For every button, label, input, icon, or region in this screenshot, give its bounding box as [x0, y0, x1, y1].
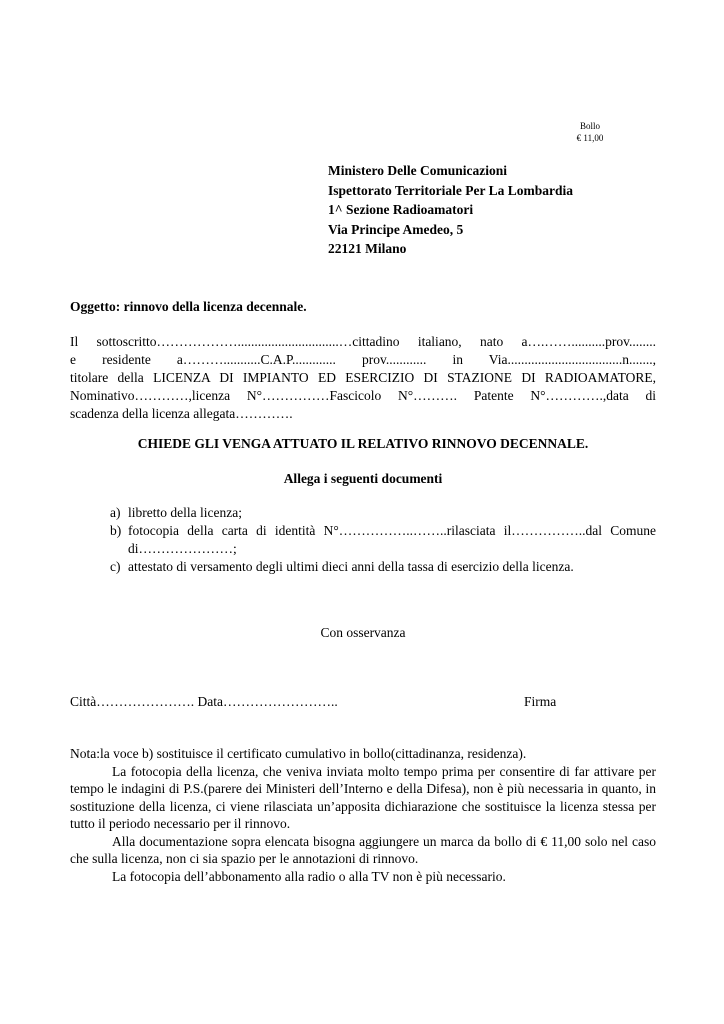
- signature-label: Firma: [524, 694, 557, 709]
- recipient-line-4: Via Principe Amedeo, 5: [328, 221, 464, 237]
- declaration-line-5: scadenza della licenza allegata………….: [70, 406, 293, 421]
- attachments-list: [110, 504, 656, 576]
- declaration-line-4: Nominativo…………,licenza N°……………Fascicolo N°………. Patente N°………….,data di: [70, 388, 656, 403]
- note-section: [70, 745, 656, 885]
- recipient-line-3: 1^ Sezione Radioamatori: [328, 202, 474, 217]
- request-heading: CHIEDE GLI VENGA ATTUATO IL RELATIVO RINNOVO DECENNALE.: [137, 436, 589, 451]
- stamp-box: [560, 120, 620, 144]
- list-item-text: [128, 522, 656, 558]
- recipient-address: [328, 161, 573, 259]
- declaration-line-1: Il sottoscritto………………..............................…cittadino italiano, nato a….……..........prov........: [70, 334, 656, 349]
- list-item: [110, 522, 656, 558]
- note-paragraph-1: Nota:la voce b) sostituisce il certificato cumulativo in bollo(cittadinanza, residenza).: [70, 746, 527, 761]
- list-item-text: libretto della licenza;: [128, 505, 242, 520]
- list-marker: b): [110, 523, 122, 538]
- note-paragraph-3: Alla documentazione sopra elencata bisogna aggiungere un marca da bollo di € 11,00 solo nel caso che sulla licenza, non ci sia spazio per le annotazioni di rinnovo.: [70, 833, 656, 866]
- recipient-line-1: Ministero Delle Comunicazioni: [328, 163, 507, 178]
- list-marker: c): [110, 559, 121, 574]
- closing-salutation: Con osservanza: [320, 625, 406, 640]
- list-item-text: attestato di versamento degli ultimi dieci anni della tassa di esercizio della licenza.: [128, 559, 574, 574]
- subject-line: Oggetto: rinnovo della licenza decennale.: [70, 299, 307, 314]
- note-paragraph-2: La fotocopia della licenza, che veniva inviata molto tempo prima per consentire di far attivare per tempo le indagini di P.S.(parere dei Ministeri dell’Interno e della Difesa), non è più necessaria in quanto, in sostituzione della licenza, ci viene rilasciata un’apposita dichiarazione che sostituisce la licenza stessa per tutto il periodo necessario per il rinnovo.: [70, 763, 656, 831]
- list-item-text-line-1: fotocopia della carta di identità N°……………..……..rilasciata il……………..dal Comune: [128, 523, 656, 538]
- recipient-line-5: 22121 Milano: [328, 241, 407, 256]
- applicant-declaration: [70, 333, 656, 423]
- list-item-text-line-2: di…………………;: [128, 541, 237, 556]
- list-marker: a): [110, 505, 121, 520]
- declaration-line-3: titolare della LICENZA DI IMPIANTO ED ESERCIZIO DI STAZIONE DI RADIOAMATORE,: [70, 370, 656, 385]
- recipient-line-2: Ispettorato Territoriale Per La Lombardia: [328, 182, 573, 198]
- city-date-field: Città…………………. Data……………………..: [70, 694, 338, 709]
- list-item: [110, 504, 656, 522]
- attachments-title: Allega i seguenti documenti: [283, 471, 443, 486]
- note-paragraph-4: La fotocopia dell’abbonamento alla radio o alla TV non è più necessario.: [112, 868, 506, 884]
- stamp-amount: € 11,00: [576, 133, 604, 143]
- stamp-label: Bollo: [579, 121, 600, 131]
- declaration-line-2: e residente a………...........C.A.P............. prov............ in Via..................................n.......,: [70, 352, 656, 367]
- list-item: [110, 558, 656, 576]
